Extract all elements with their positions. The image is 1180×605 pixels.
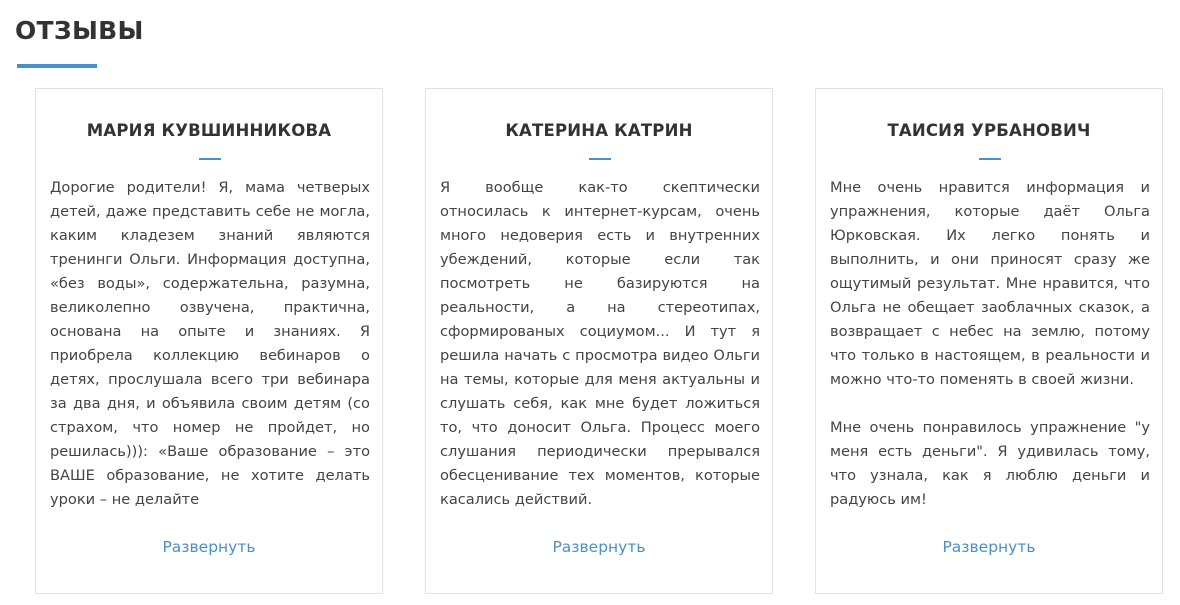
expand-review-link[interactable]: Развернуть [162, 538, 256, 556]
review-text [830, 176, 1150, 512]
reviewer-name: МАРИЯ КУВШИННИКОВА [86, 121, 332, 140]
expand-review-link[interactable]: Развернуть [942, 538, 1036, 556]
review-card [425, 88, 773, 594]
review-paragraph: Мне очень нравится информация и упражнения, которые даёт Ольга Юрковская. Их легко понять и выполнить, и они приносят сразу же ощутимый результат. Мне нравится, что Ольга не обещает заоблачных сказок, а возвращает с небес на землю, потому что только в настоящем, в реальности и можно что-то поменять в своей жизни. [830, 179, 1150, 388]
review-paragraph: Мне очень понравилось упражнение "у меня есть деньги". Я удивилась тому, что узнала, как я люблю деньги и радуюсь им! [830, 419, 1150, 508]
section-title-underline [17, 64, 97, 68]
review-text [440, 176, 760, 512]
reviewer-name-underline [199, 158, 221, 160]
review-text [50, 176, 370, 512]
reviewer-name: ТАИСИЯ УРБАНОВИЧ [887, 121, 1091, 140]
expand-review-link[interactable]: Развернуть [552, 538, 646, 556]
reviewer-name: КАТЕРИНА КАТРИН [505, 121, 693, 140]
review-card [35, 88, 383, 594]
reviewer-name-underline [589, 158, 611, 160]
reviewer-name-underline [979, 158, 1001, 160]
review-paragraph: Я вообще как-то скептически относилась к интернет-курсам, очень много недоверия есть и внутренних убеждений, которые если так посмотреть не базируются на реальности, а на стереотипах, сформированых социумом... И тут я решила начать с просмотра видео Ольги на темы, которые для меня актуальны и слушать себя, как мне будет ложиться то, что доносит Ольга. Процесс моего слушания периодически прерывался обесценивание тех моментов, которые касались действий. [440, 179, 760, 508]
review-card [815, 88, 1163, 594]
review-paragraph: Дорогие родители! Я, мама четверых детей, даже представить себе не могла, каким кладезем знаний являются тренинги Ольги. Информация доступна, «без воды», содержательна, разумна, великолепно озвучена, практична, основана на опыте и знаниях. Я приобрела коллекцию вебинаров о детях, прослушала всего три вебинара за два дня, и объявила своим детям (со страхом, что номер не пройдет, но решилась))): «Ваше образование – это ВАШЕ образование, не хотите делать уроки – не делайте [50, 179, 370, 508]
section-title: ОТЗЫВЫ [15, 16, 144, 45]
